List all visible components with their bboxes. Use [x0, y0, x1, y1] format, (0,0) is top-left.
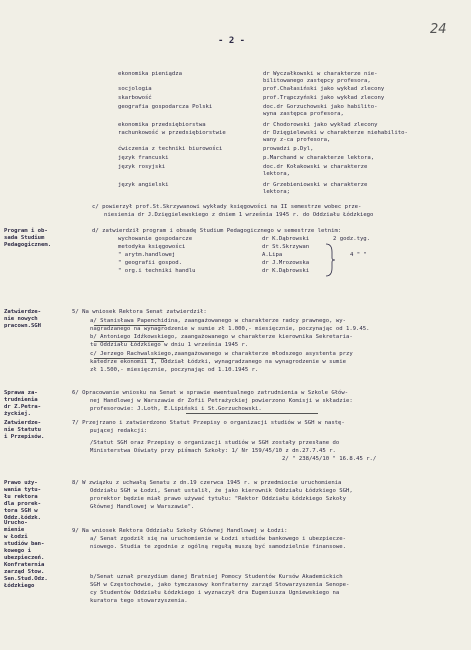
pedagogy-subject: metodyka księgowości [118, 244, 186, 250]
pedagogy-teacher: dr J.Mrozowska [262, 260, 310, 266]
staff-subject: język angielski [118, 182, 169, 188]
staff-subject: ekonomika pieniądza [118, 71, 182, 77]
margin-note-program: Program i ob- sada Studium Pedagogicznem. [4, 228, 52, 248]
paragraph-c-line: c/ powierzył prof.St.Skrzywanowi wykłady księgowości na II semestrze wobec prze- [92, 204, 362, 210]
margin-note-statute: Zatwierdze- nie Statutu i Przepisów. [4, 420, 45, 440]
staff-teacher: wany z-ca profesora, [263, 137, 331, 143]
margin-note-petrazycka: Sprawa za- trudnienia dr Z.Petra- życkiej. [4, 390, 42, 417]
staff-teacher: bilitowanego zastępcy profesora, [263, 78, 371, 84]
staff-subject: język francuski [118, 155, 169, 161]
staff-teacher: dr Chodorowski jako wykład zlecony [263, 122, 378, 128]
paragraph-c-line: niesienia dr J.Dzięgielewskiego z dniem 1 września 1945 r. do Oddziału Łódzkiego [104, 212, 374, 218]
document-page: - 2 - 24 ekonomika pieniądza dr Wyczałkowski w charakterze nie- bilitowanego zastępcy profesora, socjologia prof.Chałasiński jako wykład zlecony skarbowość prof.Trąpczyński jako wykład zlecony geografia gospodarcza Polski doc.dr Gorzuchowski jako habilito- wyna zastępca profesora, ekonomika przedsiębiorstwa dr Chodorowski jako wykład zlecony rachunkowość w przedsiębiorstwie dr Dzięgielewski w charakterze niehabilito- wany z-ca profesora, ćwiczenia z techniki biurowości prowadzi p.Dyl, język francuski p.Marchand w charakterze lektora, język rosyjski doc.dr Kołakowski w charakterze lektora, język angielski dr Grzebieniowski w charakterze lektora; c/ powierzył prof.St.Skrzywanowi wykłady księgowości na II semestrze wobec prze- niesienia dr J.Dzięgielewskiego z dniem 1 września 1945 r. do Oddziału Łódzkiego Program i ob- sada Studium Pedagogicznem. d/ zatwierdził program i obsadę Studium Pedagogicznego w semestrze letnim: wychowanie gospodarcze dr K.Dąbrowski 2 godz.tyg. metodyka księgowości dr St.Skrzywan " arytm.handlowej A.Lipa 4 " " " geografii gospod. dr J.Mrozowska " org.i techniki handlu dr K.Dąbrowski Zatwierdze- nie nowych pracown.SGH 5/ Na wniosek Rektora Senat zatwierdził: a/ Stanisława Papenchidina, zaangażowanego w charakterze radcy prawnego, wy- nagradzanego na wynagrodzenie w sumie zł 1.000,- miesięcznie, poczynając od 1.9.45. b/ Antoniego Idźkowskiego, zaangażowanego w charakterze kierownika Sekretaria- tu Oddziału Łódzkiego w dniu 1 września 1945 r. c/ Jerzego Rachwalskiego,zaangażowanego w charakterze młodszego asystenta przy katedrze ekonomii I, Oddział Łódzki, wynagradzanego na wynagrodzenie w sumie zł 1.500,- miesięcznie, poczynając od 1.10.1945 r. Sprawa za- trudnienia dr Z.Petra- życkiej. 6/ Opracowanie wniosku na Senat w sprawie ewentualnego zatrudnienia w Szkole Głów- nej Handlowej w Warszawie dr Zofii Petrażyckiej powierzono Komisji w składzie: profesorowie: J.Loth, E.Lipiński i St.Gorzuchowski. Zatwierdze- nie Statutu i Przepisów. 7/ Przejrzano i zatwierdzono Statut Przepisy o organizacji studiów w SGH w nastę- pującej redakcji: /Statut SGH oraz Przepisy o organizacji studiów w SGH zostały przesłane do Ministerstwa Oświaty przy piśmach Szkoły: 1/ Nr 159/45/10 z dn.27.7.45 r. 2/ " 238/45/10 " 16.8.45 r./ Prawo uży- wania tytu- łu rektora dla prorek- tora SGH w Oddz.Łódzk. 8/ W związku z uchwałą Senatu z dn.19 czerwca 1945 r. w przedmiocie uruchomienia Oddziału SGH w Łodzi, Senat ustalił, że jako kierownik Oddziału Łódzkiego SGH, prorektor będzie miał prawo używać tytułu: "Rektor Oddziału Łódzkiego Szkoły Głównej Handlowej w Warszawie". Urucho- mienie w Łodzi studiów ban- kowego i ubezpieczeń. Konfraternia zarząd Stow. Sen.Stud.Odz. Łódzkiego 9/ Na wniosek Rektora Oddziału Szkoły Głównej Handlowej w Łodzi: a/ Senat zgodził się na uruchomienie w Łodzi studiów bankowego i ubezpiecze- niowego. Studia te zgodnie z ogólną regułą muszą być samodzielnie finansowe. b/Senat uznał prezydium danej Bratniej Pomocy Studentów Kursów Akademickich SGH w Częstochowie, jako tymczasowy konfraterny zarząd Stowarzyszenia Senope- cy Studentów Oddziału Łódzkiego i wyznaczył dra Eugeniusza Ugniewskiego na kuratora tego stowarzyszenia. [4, 22, 447, 604]
pedagogy-hours: 4 " " [350, 252, 367, 258]
pedagogy-subject: " org.i techniki handlu [118, 268, 196, 274]
paragraph-d: d/ zatwierdził program i obsadę Studium Pedagogicznego w semestrze letnim: [92, 228, 342, 234]
staff-teacher: prowadzi p.Dyl, [263, 146, 314, 152]
staff-teacher: dr Dzięgielewski w charakterze niehabilito- [263, 130, 408, 136]
staff-subject: język rosyjski [118, 164, 166, 170]
staff-teacher: doc.dr Gorzuchowski jako habilito- [263, 104, 378, 110]
underline-mark [94, 325, 166, 326]
margin-note-studies: Urucho- mienie w Łodzi studiów ban- kowego i ubezpieczeń. Konfraternia zarząd Stow. Sen.Stud.Odz. Łódzkiego [4, 520, 48, 589]
pedagogy-teacher: dr K.Dąbrowski [262, 268, 310, 274]
staff-subject: socjologia [118, 86, 152, 92]
staff-subject: geografia gospodarcza Polski [118, 104, 213, 110]
staff-teacher: lektora, [263, 171, 290, 177]
staff-teacher: doc.dr Kołakowski w charakterze [263, 164, 368, 170]
staff-teacher: prof.Chałasiński jako wykład zlecony [263, 86, 385, 92]
pedagogy-subject: " geografii gospod. [118, 260, 182, 266]
page-number: - 2 - [218, 36, 246, 46]
staff-teacher: prof.Trąpczyński jako wykład zlecony [263, 95, 385, 101]
staff-subject: ćwiczenia z techniki biurowości [118, 146, 223, 152]
staff-subject: ekonomika przedsiębiorstwa [118, 122, 206, 128]
staff-teacher: lektora; [263, 189, 290, 195]
underline-mark [186, 413, 318, 414]
staff-teacher: dr Wyczałkowski w charakterze nie- [263, 71, 378, 77]
brace-mark [324, 242, 336, 278]
staff-subject: skarbowość [118, 95, 152, 101]
handwritten-page-number: 24 [430, 22, 447, 37]
margin-note-hires: Zatwierdze- nie nowych pracown.SGH [4, 309, 42, 329]
pedagogy-teacher: dr St.Skrzywan [262, 244, 310, 250]
underline-mark [94, 358, 166, 359]
margin-note-rector-title: Prawo uży- wania tytu- łu rektora dla prorek- tora SGH w Oddz.Łódzk. [4, 480, 42, 521]
pedagogy-hours: 2 godz.tyg. [333, 236, 371, 242]
pedagogy-teacher: dr K.Dąbrowski [262, 236, 310, 242]
staff-teacher: dr Grzebieniowski w charakterze [263, 182, 368, 188]
pedagogy-teacher: A.Lipa [262, 252, 283, 258]
pedagogy-subject: wychowanie gospodarcze [118, 236, 193, 242]
underline-mark [94, 341, 164, 342]
staff-teacher: p.Marchand w charakterze lektora, [263, 155, 375, 161]
pedagogy-subject: " arytm.handlowej [118, 252, 176, 258]
staff-subject: rachunkowość w przedsiębiorstwie [118, 130, 226, 136]
staff-teacher: wyna zastępca profesora, [263, 111, 344, 117]
